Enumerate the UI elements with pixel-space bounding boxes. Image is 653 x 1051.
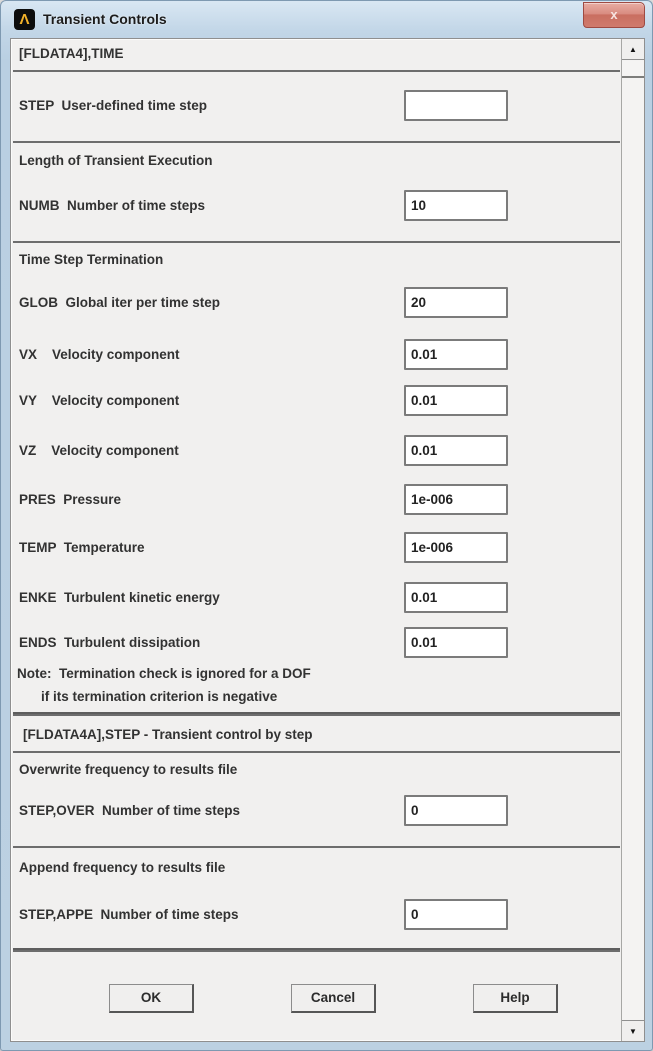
field-row-enke — [19, 582, 614, 614]
field-row-vz — [19, 435, 614, 467]
field-row-pres — [19, 484, 614, 516]
note-line-1: Note: Termination check is ignored for a DOF — [17, 666, 311, 681]
vy-label: VY Velocity component — [19, 393, 180, 408]
scroll-up-icon[interactable]: ▲ — [622, 39, 644, 60]
append-heading: Append frequency to results file — [19, 860, 226, 875]
step-over-label: STEP,OVER Number of time steps — [19, 803, 241, 818]
field-row-vy — [19, 385, 614, 417]
numb-input[interactable] — [404, 190, 508, 221]
scrollbar-thumb[interactable] — [622, 61, 644, 78]
cancel-button[interactable]: Cancel — [291, 984, 376, 1013]
field-row-vx — [19, 339, 614, 371]
field-row-glob — [19, 287, 614, 319]
temp-input[interactable] — [404, 532, 508, 563]
enke-label: ENKE Turbulent kinetic energy — [19, 590, 220, 605]
overwrite-heading: Overwrite frequency to results file — [19, 762, 238, 777]
command-subheader: [FLDATA4A],STEP - Transient control by step — [23, 727, 313, 742]
temp-label: TEMP Temperature — [19, 540, 145, 555]
field-row-step — [19, 90, 614, 122]
field-row-ends — [19, 627, 614, 659]
window-title: Transient Controls — [43, 11, 167, 27]
numb-label: NUMB Number of time steps — [19, 198, 206, 213]
vy-input[interactable] — [404, 385, 508, 416]
separator-thick — [13, 712, 620, 716]
vz-input[interactable] — [404, 435, 508, 466]
dialog-body — [10, 38, 645, 1042]
vz-label: VZ Velocity component — [19, 443, 179, 458]
step-over-input[interactable] — [404, 795, 508, 826]
step-input[interactable] — [404, 90, 508, 121]
ends-input[interactable] — [404, 627, 508, 658]
ansys-logo-icon: Λ — [14, 9, 35, 30]
ok-button[interactable]: OK — [109, 984, 194, 1013]
vertical-scrollbar[interactable] — [621, 39, 644, 1041]
separator — [13, 241, 620, 243]
command-header: [FLDATA4],TIME — [19, 46, 124, 61]
field-row-numb — [19, 190, 614, 222]
glob-input[interactable] — [404, 287, 508, 318]
pres-input[interactable] — [404, 484, 508, 515]
help-button[interactable]: Help — [473, 984, 558, 1013]
enke-input[interactable] — [404, 582, 508, 613]
scroll-down-icon[interactable]: ▼ — [622, 1020, 644, 1041]
step-label: STEP User-defined time step — [19, 98, 208, 113]
separator — [13, 846, 620, 848]
field-row-step-over — [19, 795, 614, 827]
step-appe-label: STEP,APPE Number of time steps — [19, 907, 239, 922]
note-line-2: if its termination criterion is negative — [41, 689, 278, 704]
step-appe-input[interactable] — [404, 899, 508, 930]
separator — [13, 70, 620, 72]
vx-label: VX Velocity component — [19, 347, 180, 362]
termination-heading: Time Step Termination — [19, 252, 164, 267]
separator — [13, 141, 620, 143]
close-icon[interactable]: x — [583, 2, 645, 28]
field-row-temp — [19, 532, 614, 564]
field-row-step-appe — [19, 899, 614, 931]
glob-label: GLOB Global iter per time step — [19, 295, 221, 310]
separator-thick — [13, 948, 620, 952]
pres-label: PRES Pressure — [19, 492, 122, 507]
length-heading: Length of Transient Execution — [19, 153, 213, 168]
titlebar[interactable] — [1, 1, 652, 38]
vx-input[interactable] — [404, 339, 508, 370]
ends-label: ENDS Turbulent dissipation — [19, 635, 201, 650]
separator — [13, 751, 620, 753]
